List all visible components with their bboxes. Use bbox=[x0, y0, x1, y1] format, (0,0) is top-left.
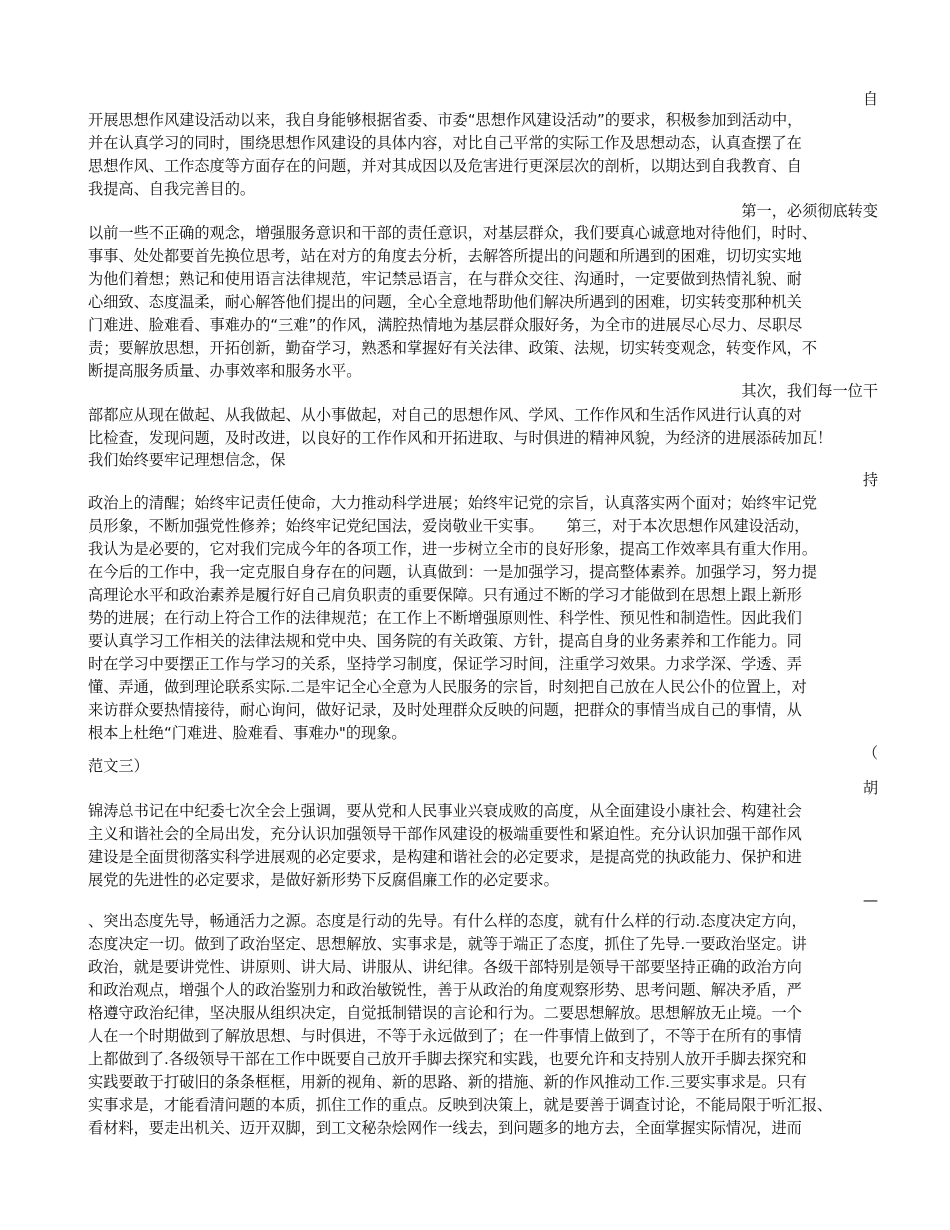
text-line: 看材料，要走出机关、迈开双脚，到工文秘杂烩网作一线去，到问题多的地方去，全面掌握实际情况，进而 bbox=[88, 1119, 802, 1137]
text-line: 事事、处处都要首先换位思考，站在对方的角度去分析，去解答所提出的问题和所遇到的困难，切切实实地 bbox=[88, 247, 802, 265]
text-line: 员形象，不断加强党性修养；始终牢记党纪国法，爱岗敬业干实事。 第三，对于本次思想作风建设活动， bbox=[88, 517, 810, 535]
section-heading: 范文三） bbox=[88, 757, 149, 775]
text-line: 懂、弄通，做到理论联系实际.二是牢记全心全意为人民服务的宗旨，时刻把自己放在人民公仆的位置上，对 bbox=[88, 678, 807, 696]
text-line: 高理论水平和政治素养是履行好自己肩负职责的重要保障。只有通过不断的学习才能做到在思想上跟上新形 bbox=[88, 586, 802, 604]
text-line: 根本上杜绝“门难进、脸难看、事难办"的现象。 bbox=[88, 724, 407, 742]
paragraph-fragment: — bbox=[862, 891, 878, 909]
text-line: 我认为是必要的，它对我们完成今年的各项工作，进一步树立全市的良好形象，提高工作效率具有重大作用。 bbox=[88, 540, 817, 558]
text-line: 责；要解放思想，开拓创新，勤奋学习，熟悉和掌握好有关法律、政策、法规，切实转变观念，转变作风，不 bbox=[88, 339, 817, 357]
text-line: 开展思想作风建设活动以来，我自身能够根据省委、市委“思想作风建设活动”的要求，积极参加到活动中， bbox=[88, 111, 803, 129]
paragraph-fragment: 持 bbox=[862, 471, 878, 489]
text-line: 比检查，发现问题，及时改进，以良好的工作作风和开拓进取、与时俱进的精神风貌，为经济的进展添砖加瓦！ bbox=[88, 429, 833, 447]
text-line: 思想作风、工作态度等方面存在的问题，并对其成因以及危害进行更深层次的剖析，以期达到自我教育、自 bbox=[88, 157, 802, 175]
paragraph-fragment: 第一，必须彻底转变 bbox=[741, 202, 878, 220]
text-line: 态度决定一切。做到了政治坚定、思想解放、实事求是，就等于端正了态度，抓住了先导.一要政治坚定。讲 bbox=[88, 935, 807, 953]
text-line: 格遵守政治纪律，坚决服从组织决定，自觉抵制错误的言论和行为。二要思想解放。思想解放无止境。一个 bbox=[88, 1004, 802, 1022]
text-line: 建设是全面贯彻落实科学进展观的必定要求，是构建和谐社会的必定要求，是提高党的执政能力、保护和进 bbox=[88, 848, 802, 866]
text-line: 政治上的清醒；始终牢记责任使命，大力推动科学进展；始终牢记党的宗旨，认真落实两个面对；始终牢记党 bbox=[88, 494, 817, 512]
text-line: 心细致、态度温柔，耐心解答他们提出的问题，全心全意地帮助他们解决所遇到的困难，切实转变那种机关 bbox=[88, 293, 802, 311]
text-line: 我提高、自我完善目的。 bbox=[88, 180, 256, 198]
text-line: 主义和谐社会的全局出发，充分认识加强领导干部作风建设的极端重要性和紧迫性。充分认识加强干部作风 bbox=[88, 825, 802, 843]
text-line: 势的进展；在行动上符合工作的法律规范；在工作上不断增强原则性、科学性、预见性和制造性。因此我们 bbox=[88, 609, 802, 627]
text-line: 门难进、脸难看、事难办的“三难”的作风，满腔热情地为基层群众服好务，为全市的进展尽心尽力、尽职尽 bbox=[88, 316, 803, 334]
text-line: 部都应从现在做起、从我做起、从小事做起，对自己的思想作风、学风、工作作风和生活作风进行认真的对 bbox=[88, 406, 802, 424]
text-line: 在今后的工作中，我一定克服自身存在的问题，认真做到：一是加强学习，提高整体素养。加强学习，努力提 bbox=[88, 563, 817, 581]
text-line: 实事求是，才能看清问题的本质，抓住工作的重点。反映到决策上，就是要善于调查讨论，不能局限于听汇报、 bbox=[88, 1096, 833, 1114]
text-line: 要认真学习工作相关的法律法规和党中央、国务院的有关政策、方针，提高自身的业务素养和工作能力。同 bbox=[88, 632, 802, 650]
text-line: 锦涛总书记在中纪委七次全会上强调，要从党和人民事业兴衰成败的高度，从全面建设小康社会、构建社会 bbox=[88, 802, 802, 820]
text-line: 政治，就是要讲党性、讲原则、讲大局、讲服从、讲纪律。各级干部特别是领导干部要坚持正确的政治方向 bbox=[88, 958, 802, 976]
text-line: 断提高服务质量、办事效率和服务水平。 bbox=[88, 362, 362, 380]
paragraph-fragment: （ bbox=[862, 744, 878, 762]
text-line: 人在一个时期做到了解放思想、与时俱进，不等于永远做到了；在一件事情上做到了，不等于在所有的事情 bbox=[88, 1027, 802, 1045]
text-line: 来访群众要热情接待，耐心询问，做好记录，及时处理群众反映的问题，把群众的事情当成自己的事情，从 bbox=[88, 701, 802, 719]
text-line: 、突出态度先导，畅通活力之源。态度是行动的先导。有什么样的态度，就有什么样的行动.态度决定方向， bbox=[88, 912, 807, 930]
text-line: 我们始终要牢记理想信念，保 bbox=[88, 451, 286, 469]
text-line: 实践要敢于打破旧的条条框框，用新的视角、新的思路、新的措施、新的作风推动工作.三要实事求是。只有 bbox=[88, 1073, 807, 1091]
text-line: 时在学习中要摆正工作与学习的关系，坚持学习制度，保证学习时间，注重学习效果。力求学深、学透、弄 bbox=[88, 655, 802, 673]
text-line: 和政治观点，增强个人的政治鉴别力和政治敏锐性，善于从政治的角度观察形势、思考问题、解决矛盾，严 bbox=[88, 981, 802, 999]
text-line: 展党的先进性的必定要求，是做好新形势下反腐倡廉工作的必定要求。 bbox=[88, 871, 559, 889]
text-line: 并在认真学习的同时，围绕思想作风建设的具体内容，对比自己平常的实际工作及思想动态，认真查摆了在 bbox=[88, 134, 802, 152]
paragraph-fragment: 胡 bbox=[862, 779, 878, 797]
paragraph-fragment: 自 bbox=[862, 90, 878, 108]
text-line: 为他们着想；熟记和使用语言法律规范，牢记禁忌语言，在与群众交往、沟通时，一定要做到热情礼貌、耐 bbox=[88, 270, 802, 288]
text-line: 上都做到了.各级领导干部在工作中既要自己放开手脚去探究和实践，也要允许和支持别人放开手脚去探究和 bbox=[88, 1050, 807, 1068]
text-line: 以前一些不正确的观念，增强服务意识和干部的责任意识，对基层群众，我们要真心诚意地对待他们，时时、 bbox=[88, 224, 817, 242]
paragraph-fragment: 其次，我们每一位干 bbox=[741, 382, 878, 400]
